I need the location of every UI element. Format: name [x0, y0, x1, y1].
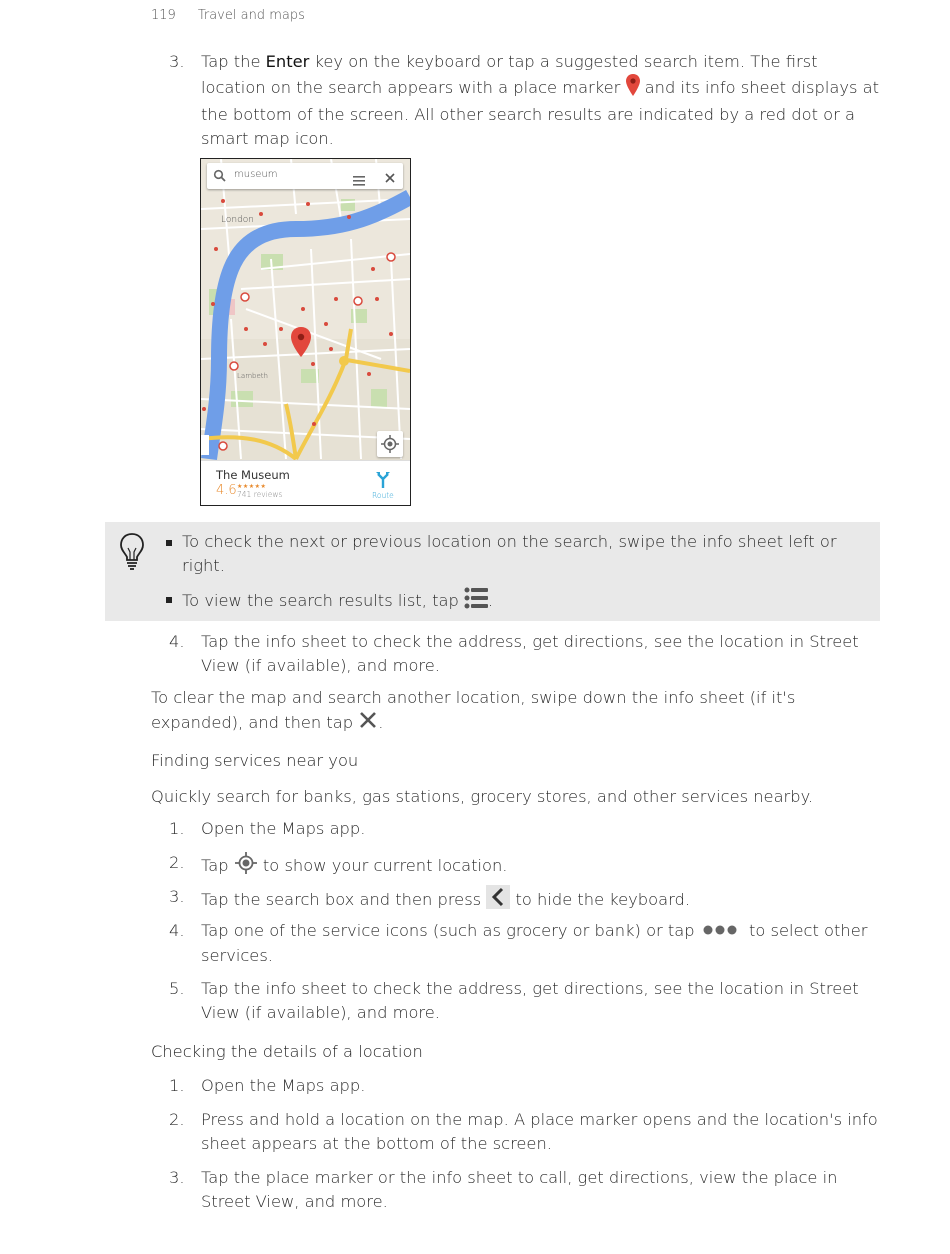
- maps-screenshot: [200, 158, 411, 506]
- step-number: 3.: [169, 887, 185, 906]
- services-step-2: [151, 851, 881, 882]
- review-count: 741 reviews: [237, 490, 283, 499]
- tip-bullet-2: [165, 587, 865, 616]
- services-step-3: [151, 885, 881, 916]
- step-text: Open the Maps app.: [201, 819, 366, 838]
- details-step-3: [151, 1166, 881, 1214]
- text-run: Tap the: [201, 52, 266, 71]
- services-intro: Quickly search for banks, gas stations, grocery stores, and other services nearby.: [151, 787, 814, 806]
- step-text: [201, 851, 881, 882]
- bullet-marker: [166, 597, 172, 603]
- map-label-lambeth: Lambeth: [237, 372, 268, 380]
- page-number: 119: [151, 8, 176, 23]
- search-icon: [213, 168, 227, 187]
- step-number: 5.: [169, 979, 185, 998]
- page-header: [151, 8, 305, 23]
- target-icon: [377, 431, 403, 457]
- list-icon: [464, 587, 488, 616]
- map-label-london: London: [221, 215, 254, 225]
- section-title: Travel and maps: [197, 8, 305, 23]
- route-icon[interactable]: [375, 470, 391, 492]
- tip-box: [105, 522, 880, 621]
- step-text: [201, 885, 881, 916]
- text-run: To clear the map and search another location, swipe down the info sheet (if it's expanded), and then tap: [151, 688, 796, 732]
- info-sheet[interactable]: [201, 460, 410, 506]
- back-icon: [486, 885, 510, 916]
- place-marker-icon: [626, 74, 640, 103]
- text-run: To view the search results list, tap: [182, 591, 464, 610]
- step-text: Press and hold a location on the map. A place marker opens and the location's info sheet appears at the bottom of the screen.: [201, 1110, 878, 1153]
- tip-bullet-1: [165, 530, 865, 578]
- services-step-1: [151, 817, 881, 841]
- step-text: [201, 50, 881, 151]
- text-run: Tap the search box and then press: [201, 890, 487, 909]
- details-step-1: [151, 1074, 881, 1098]
- step-text: Tap the info sheet to check the address, get directions, see the location in Street View (if available), and more.: [201, 632, 859, 675]
- text-run: .: [378, 713, 384, 732]
- place-rating: 4.6: [216, 483, 237, 498]
- route-label[interactable]: Route: [372, 491, 394, 500]
- my-location-button[interactable]: [377, 431, 403, 457]
- more-icon: [700, 920, 744, 944]
- enter-key-label: Enter: [265, 52, 310, 71]
- text-run: and its info sheet displays at the bottom of the screen. All other search results are indicated by a red dot or a smart map icon.: [201, 78, 879, 148]
- step-text: [201, 919, 881, 968]
- services-step-5: [151, 977, 881, 1025]
- text-run: key on the keyboard or tap a suggested search item. The first location on the search appears with a place marker: [201, 52, 818, 97]
- step-number: 4.: [169, 632, 185, 651]
- text-run: to show your current location.: [257, 856, 508, 875]
- step-text: Open the Maps app.: [201, 1076, 366, 1095]
- my-location-icon: [234, 851, 258, 882]
- step-text: Tap the place marker or the info sheet to call, get directions, view the place in Street View, and more.: [201, 1168, 838, 1211]
- step-number: 3.: [169, 52, 185, 71]
- details-step-2: [151, 1108, 881, 1156]
- lightbulb-icon: [118, 532, 146, 577]
- tip-text: To check the next or previous location on the search, swipe the info sheet left or right.: [182, 532, 837, 575]
- step-text: Tap the info sheet to check the address, get directions, see the location in Street View (if available), and more.: [201, 979, 859, 1022]
- text-run: to hide the keyboard.: [510, 890, 690, 909]
- close-icon: [358, 710, 378, 737]
- step-number: 2.: [169, 1110, 185, 1129]
- rating-stars: ★★★★★: [237, 483, 267, 490]
- step-number: 4.: [169, 921, 185, 940]
- step-4-info-sheet: [151, 630, 881, 678]
- text-run: to select other services.: [201, 921, 868, 965]
- tip-text: [182, 587, 865, 616]
- text-run: .: [488, 591, 494, 610]
- bullet-marker: [166, 540, 172, 546]
- text-run: Tap: [201, 856, 234, 875]
- details-heading: Checking the details of a location: [151, 1042, 423, 1061]
- text-run: Tap one of the service icons (such as grocery or bank) or tap: [201, 921, 700, 940]
- services-step-4: [151, 919, 881, 968]
- clear-map-paragraph: [151, 686, 881, 737]
- step-number: 2.: [169, 853, 185, 872]
- close-icon[interactable]: [384, 169, 396, 188]
- step-number: 3.: [169, 1168, 185, 1187]
- services-heading: Finding services near you: [151, 751, 359, 770]
- step-number: 1.: [169, 1076, 185, 1095]
- step-number: 1.: [169, 819, 185, 838]
- list-icon[interactable]: [353, 171, 365, 190]
- map-search-box[interactable]: [207, 163, 403, 189]
- search-query: museum: [234, 169, 278, 180]
- step-3-search: [151, 50, 881, 151]
- place-name: The Museum: [216, 468, 290, 482]
